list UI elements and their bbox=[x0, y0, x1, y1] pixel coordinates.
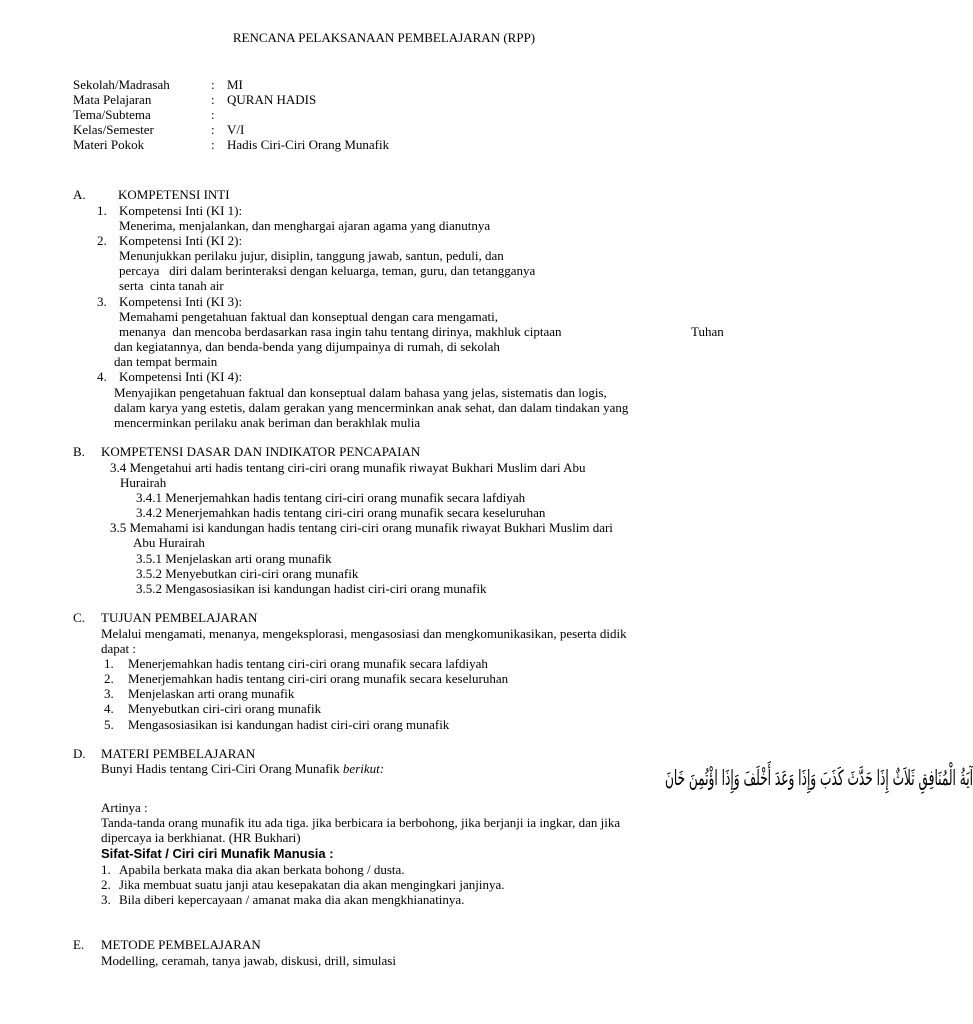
indicator-text: 3.4.2 Menerjemahkan hadis tentang ciri-ciri orang munafik secara keseluruhan bbox=[136, 505, 546, 520]
section-heading: MATERI PEMBELAJARAN bbox=[101, 746, 256, 761]
kd-text: 3.4 Mengetahui arti hadis tentang ciri-ciri orang munafik riwayat Bukhari Muslim dari Abu bbox=[110, 460, 586, 475]
ki-title: Kompetensi Inti (KI 4): bbox=[119, 369, 243, 384]
ki-title: Kompetensi Inti (KI 2): bbox=[119, 233, 243, 248]
ki-text: menanya dan mencoba berdasarkan rasa ingin tahu tentang dirinya, makhluk ciptaan bbox=[119, 324, 562, 339]
list-number: 5. bbox=[104, 717, 114, 732]
trait-item: Jika membuat suatu janji atau kesepakatan dia akan mengingkari janjinya. bbox=[119, 877, 505, 892]
identity-colon: : bbox=[211, 77, 215, 92]
list-number: 2. bbox=[101, 877, 111, 892]
identity-value-topic: Hadis Ciri-Ciri Orang Munafik bbox=[227, 137, 390, 152]
identity-label-topic: Materi Pokok bbox=[73, 137, 145, 152]
list-number: 4. bbox=[97, 369, 107, 384]
ki-text: Memahami pengetahuan faktual dan konseptual dengan cara mengamati, bbox=[119, 309, 499, 324]
trait-item: Apabila berkata maka dia akan berkata bohong / dusta. bbox=[119, 862, 405, 877]
objective-intro: dapat : bbox=[101, 641, 137, 656]
ki-text: percaya diri dalam berinteraksi dengan keluarga, teman, guru, dan tetangganya bbox=[119, 263, 536, 278]
identity-colon: : bbox=[211, 92, 215, 107]
identity-value-class: V/I bbox=[227, 122, 245, 137]
list-number: 3. bbox=[104, 686, 114, 701]
ki-text: Tuhan bbox=[691, 324, 724, 339]
section-letter: A. bbox=[73, 187, 86, 202]
ki-text: Menerima, menjalankan, dan menghargai ajaran agama yang dianutnya bbox=[119, 218, 491, 233]
material-intro-italic: berikut: bbox=[342, 761, 385, 776]
identity-label-class: Kelas/Semester bbox=[73, 122, 154, 137]
document-title: RENCANA PELAKSANAAN PEMBELAJARAN (RPP) bbox=[232, 30, 536, 45]
indicator-text: 3.4.1 Menerjemahkan hadis tentang ciri-ciri orang munafik secara lafdiyah bbox=[136, 490, 526, 505]
method-text: Modelling, ceramah, tanya jawab, diskusi, drill, simulasi bbox=[101, 953, 396, 968]
translation-text: Tanda-tanda orang munafik itu ada tiga. jika berbicara ia berbohong, jika berjanji ia ingkar, dan jika bbox=[101, 815, 621, 830]
section-heading: KOMPETENSI DASAR DAN INDIKATOR PENCAPAIAN bbox=[101, 444, 421, 459]
identity-colon: : bbox=[211, 137, 215, 152]
list-number: 1. bbox=[97, 203, 107, 218]
list-number: 3. bbox=[97, 294, 107, 309]
ki-text: Menyajikan pengetahuan faktual dan konseptual dalam bahasa yang jelas, sistematis dan logis, bbox=[114, 385, 607, 400]
list-number: 2. bbox=[97, 233, 107, 248]
list-number: 3. bbox=[101, 892, 111, 907]
list-number: 1. bbox=[101, 862, 111, 877]
hadith-arabic-wrap bbox=[440, 766, 973, 790]
traits-heading: Sifat-Sifat / Ciri ciri Munafik Manusia : bbox=[101, 846, 334, 861]
section-heading: METODE PEMBELAJARAN bbox=[101, 937, 261, 952]
material-intro bbox=[101, 761, 384, 776]
identity-colon: : bbox=[211, 107, 215, 122]
ki-text: dan kegiatannya, dan benda-benda yang dijumpainya di rumah, di sekolah bbox=[114, 339, 500, 354]
ki-text: dan tempat bermain bbox=[114, 354, 218, 369]
kd-text: Hurairah bbox=[120, 475, 167, 490]
list-number: 4. bbox=[104, 701, 114, 716]
identity-label-subject: Mata Pelajaran bbox=[73, 92, 152, 107]
objective-item: Menerjemahkan hadis tentang ciri-ciri orang munafik secara keseluruhan bbox=[128, 671, 509, 686]
section-letter: C. bbox=[73, 610, 85, 625]
list-number: 1. bbox=[104, 656, 114, 671]
indicator-text: 3.5.1 Menjelaskan arti orang munafik bbox=[136, 551, 332, 566]
list-number: 2. bbox=[104, 671, 114, 686]
section-letter: E. bbox=[73, 937, 85, 952]
identity-value-school: MI bbox=[227, 77, 243, 92]
identity-colon: : bbox=[211, 122, 215, 137]
identity-value-subject: QURAN HADIS bbox=[227, 92, 317, 107]
section-letter: D. bbox=[73, 746, 86, 761]
ki-title: Kompetensi Inti (KI 1): bbox=[119, 203, 243, 218]
ki-text: mencerminkan perilaku anak beriman dan berakhlak mulia bbox=[114, 415, 421, 430]
identity-label-school: Sekolah/Madrasah bbox=[73, 77, 170, 92]
section-heading: KOMPETENSI INTI bbox=[118, 187, 230, 202]
identity-label-theme: Tema/Subtema bbox=[73, 107, 151, 122]
kd-text: Abu Hurairah bbox=[133, 535, 205, 550]
indicator-text: 3.5.2 Menyebutkan ciri-ciri orang munafik bbox=[136, 566, 359, 581]
objective-item: Menjelaskan arti orang munafik bbox=[128, 686, 295, 701]
material-intro-text: Bunyi Hadis tentang Ciri-Ciri Orang Munafik bbox=[101, 761, 343, 776]
objective-item: Menyebutkan ciri-ciri orang munafik bbox=[128, 701, 322, 716]
kd-text: 3.5 Memahami isi kandungan hadis tentang ciri-ciri orang munafik riwayat Bukhari Muslim dari bbox=[110, 520, 613, 535]
translation-label: Artinya : bbox=[101, 800, 148, 815]
section-heading: TUJUAN PEMBELAJARAN bbox=[101, 610, 258, 625]
section-letter: B. bbox=[73, 444, 85, 459]
translation-text: dipercaya ia berkhianat. (HR Bukhari) bbox=[101, 830, 301, 845]
ki-title: Kompetensi Inti (KI 3): bbox=[119, 294, 243, 309]
indicator-text: 3.5.2 Mengasosiasikan isi kandungan hadist ciri-ciri orang munafik bbox=[136, 581, 487, 596]
hadith-arabic: آيَةُ الْمُنَافِقِ ثَلاَثٌ إِذَا حَدَّثَ كَذَبَ وَإِذَا وَعَدَ أَخْلَفَ وَإِذَا اؤْتُمِنَ خَانَ bbox=[664, 766, 973, 790]
ki-text: serta cinta tanah air bbox=[119, 278, 224, 293]
ki-text: dalam karya yang estetis, dalam gerakan yang mencerminkan anak sehat, dan dalam tindakan yang bbox=[114, 400, 629, 415]
objective-item: Mengasosiasikan isi kandungan hadist ciri-ciri orang munafik bbox=[128, 717, 450, 732]
objective-intro: Melalui mengamati, menanya, mengeksplorasi, mengasosiasi dan mengkomunikasikan, peserta didik bbox=[101, 626, 627, 641]
objective-item: Menerjemahkan hadis tentang ciri-ciri orang munafik secara lafdiyah bbox=[128, 656, 488, 671]
trait-item: Bila diberi kepercayaan / amanat maka dia akan mengkhianatinya. bbox=[119, 892, 465, 907]
ki-text: Menunjukkan perilaku jujur, disiplin, tanggung jawab, santun, peduli, dan bbox=[119, 248, 504, 263]
